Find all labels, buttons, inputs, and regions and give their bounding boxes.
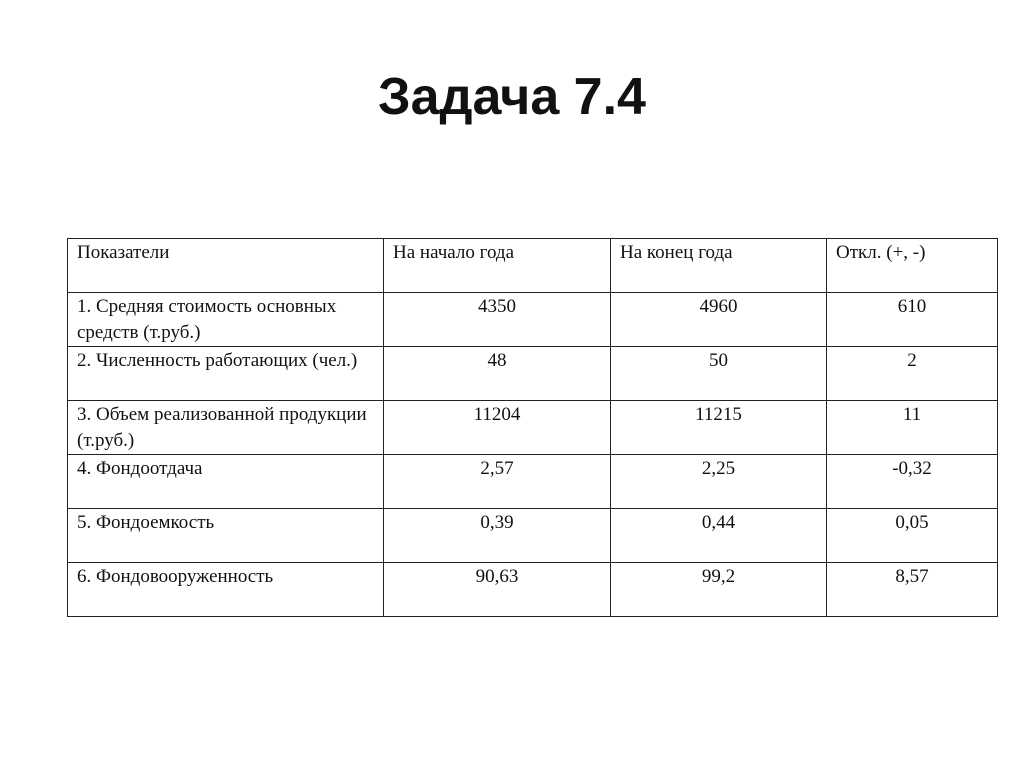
header-cell-indicators: Показатели — [68, 239, 384, 293]
end-value-cell: 99,2 — [611, 563, 827, 617]
indicator-cell: 2. Численность работающих (чел.) — [68, 347, 384, 401]
end-value-cell: 11215 — [611, 401, 827, 455]
table-row — [68, 293, 998, 347]
indicator-cell: 1. Средняя стоимость основных средств (т.руб.) — [68, 293, 384, 347]
deviation-cell: 2 — [827, 347, 998, 401]
start-value-cell: 90,63 — [384, 563, 611, 617]
table-row — [68, 401, 998, 455]
start-value-cell: 11204 — [384, 401, 611, 455]
deviation-cell: 610 — [827, 293, 998, 347]
indicator-cell: 6. Фондовооруженность — [68, 563, 384, 617]
table-row — [68, 509, 998, 563]
deviation-cell: 0,05 — [827, 509, 998, 563]
table-row — [68, 563, 998, 617]
end-value-cell: 50 — [611, 347, 827, 401]
end-value-cell: 0,44 — [611, 509, 827, 563]
start-value-cell: 4350 — [384, 293, 611, 347]
start-value-cell: 0,39 — [384, 509, 611, 563]
start-value-cell: 48 — [384, 347, 611, 401]
slide-title: Задача 7.4 — [378, 68, 646, 126]
table-row — [68, 347, 998, 401]
deviation-cell: 8,57 — [827, 563, 998, 617]
header-cell-start-of-year: На начало года — [384, 239, 611, 293]
table-header-row — [68, 239, 998, 293]
header-cell-deviation: Откл. (+, -) — [827, 239, 998, 293]
header-cell-end-of-year: На конец года — [611, 239, 827, 293]
deviation-cell: 11 — [827, 401, 998, 455]
table-row — [68, 455, 998, 509]
deviation-cell: -0,32 — [827, 455, 998, 509]
indicators-table — [67, 238, 998, 617]
indicator-cell: 4. Фондоотдача — [68, 455, 384, 509]
end-value-cell: 2,25 — [611, 455, 827, 509]
indicator-cell: 5. Фондоемкость — [68, 509, 384, 563]
indicator-cell: 3. Объем реализованной продукции (т.руб.) — [68, 401, 384, 455]
end-value-cell: 4960 — [611, 293, 827, 347]
start-value-cell: 2,57 — [384, 455, 611, 509]
